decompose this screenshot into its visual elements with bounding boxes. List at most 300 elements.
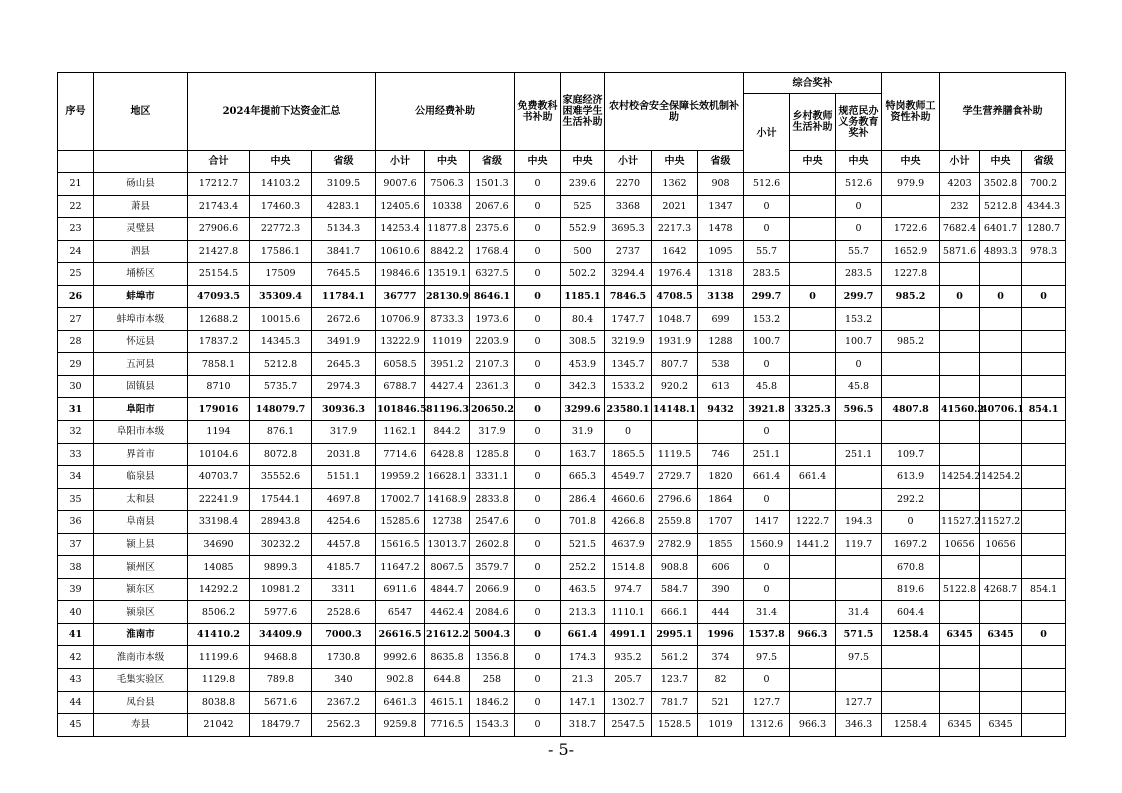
subheader-cell: 小计 <box>940 151 980 173</box>
table-cell: 5735.7 <box>250 375 312 398</box>
table-cell <box>1022 263 1066 286</box>
table-cell <box>1022 691 1066 714</box>
table-cell: 1185.1 <box>561 285 605 308</box>
table-cell: 644.8 <box>425 669 470 692</box>
table-cell <box>980 263 1022 286</box>
table-cell: 4457.8 <box>312 533 376 556</box>
row-seq: 39 <box>58 578 94 601</box>
table-cell <box>1022 330 1066 353</box>
table-cell: 3299.6 <box>561 398 605 421</box>
table-cell <box>1022 714 1066 737</box>
table-cell: 0 <box>744 556 790 579</box>
table-cell <box>790 195 836 218</box>
table-cell: 1362 <box>652 173 698 196</box>
table-cell: 10610.6 <box>376 240 425 263</box>
table-cell <box>790 443 836 466</box>
table-cell: 1501.3 <box>470 173 515 196</box>
table-cell: 25154.5 <box>188 263 250 286</box>
table-cell: 0 <box>515 556 561 579</box>
table-cell: 21.3 <box>561 669 605 692</box>
table-cell: 1417 <box>744 511 790 534</box>
table-cell: 521.5 <box>561 533 605 556</box>
table-cell: 6547 <box>376 601 425 624</box>
table-cell: 746 <box>698 443 744 466</box>
table-cell: 22772.3 <box>250 218 312 241</box>
table-cell: 1194 <box>188 421 250 444</box>
table-cell: 308.5 <box>561 330 605 353</box>
table-row <box>58 263 1066 286</box>
table-cell: 3951.2 <box>425 353 470 376</box>
table-cell: 97.5 <box>744 646 790 669</box>
table-cell: 36777 <box>376 285 425 308</box>
table-row <box>58 533 1066 556</box>
table-cell: 11877.8 <box>425 218 470 241</box>
row-seq: 38 <box>58 556 94 579</box>
table-cell: 0 <box>515 691 561 714</box>
table-cell: 1258.4 <box>882 623 940 646</box>
table-cell: 5004.3 <box>470 623 515 646</box>
table-cell: 3579.7 <box>470 556 515 579</box>
table-cell: 0 <box>744 353 790 376</box>
table-cell: 252.2 <box>561 556 605 579</box>
table-cell: 1855 <box>698 533 744 556</box>
table-cell <box>1022 669 1066 692</box>
table-cell: 10981.2 <box>250 578 312 601</box>
table-cell: 2974.3 <box>312 375 376 398</box>
table-cell <box>836 488 882 511</box>
table-cell: 97.5 <box>836 646 882 669</box>
table-cell: 153.2 <box>744 308 790 331</box>
table-cell: 1478 <box>698 218 744 241</box>
table-cell: 1865.5 <box>605 443 652 466</box>
row-region: 阜南县 <box>94 511 188 534</box>
table-cell: 966.3 <box>790 714 836 737</box>
table-cell: 1288 <box>698 330 744 353</box>
table-cell: 1258.4 <box>882 714 940 737</box>
row-region: 怀远县 <box>94 330 188 353</box>
table-cell: 0 <box>515 263 561 286</box>
table-cell: 390 <box>698 578 744 601</box>
table-cell: 153.2 <box>836 308 882 331</box>
table-cell: 6911.6 <box>376 578 425 601</box>
row-seq: 40 <box>58 601 94 624</box>
table-cell: 966.3 <box>790 623 836 646</box>
table-row <box>58 601 1066 624</box>
table-cell: 21427.8 <box>188 240 250 263</box>
table-cell: 1730.8 <box>312 646 376 669</box>
table-cell: 10656 <box>940 533 980 556</box>
table-cell: 2737 <box>605 240 652 263</box>
table-cell: 0 <box>515 398 561 421</box>
table-cell: 174.3 <box>561 646 605 669</box>
table-cell: 374 <box>698 646 744 669</box>
table-cell: 1846.2 <box>470 691 515 714</box>
table-cell: 1048.7 <box>652 308 698 331</box>
table-cell: 8506.2 <box>188 601 250 624</box>
table-row <box>58 443 1066 466</box>
table-cell: 4203 <box>940 173 980 196</box>
table-cell: 974.7 <box>605 578 652 601</box>
table-cell: 82 <box>698 669 744 692</box>
table-cell: 7846.5 <box>605 285 652 308</box>
row-region: 阜阳市本级 <box>94 421 188 444</box>
table-cell <box>790 218 836 241</box>
table-cell: 0 <box>515 353 561 376</box>
row-region: 界首市 <box>94 443 188 466</box>
table-cell: 28130.9 <box>425 285 470 308</box>
table-cell: 0 <box>515 578 561 601</box>
table-cell: 292.2 <box>882 488 940 511</box>
table-cell: 0 <box>515 285 561 308</box>
table-cell: 100.7 <box>836 330 882 353</box>
table-cell: 81196.3 <box>425 398 470 421</box>
table-cell: 781.7 <box>652 691 698 714</box>
table-cell <box>1022 375 1066 398</box>
table-cell: 521 <box>698 691 744 714</box>
row-region: 泗县 <box>94 240 188 263</box>
table-cell: 41410.2 <box>188 623 250 646</box>
table-cell: 700.2 <box>1022 173 1066 196</box>
table-cell: 19959.2 <box>376 466 425 489</box>
subheader-cell: 省级 <box>312 151 376 173</box>
row-seq: 36 <box>58 511 94 534</box>
table-cell: 665.3 <box>561 466 605 489</box>
table-cell: 4844.7 <box>425 578 470 601</box>
table-cell <box>980 375 1022 398</box>
table-cell: 12738 <box>425 511 470 534</box>
table-cell: 2602.8 <box>470 533 515 556</box>
row-region: 五河县 <box>94 353 188 376</box>
table-cell: 9992.6 <box>376 646 425 669</box>
subheader-cell: 省级 <box>698 151 744 173</box>
table-cell: 45.8 <box>836 375 882 398</box>
table-cell <box>790 173 836 196</box>
table-cell: 902.8 <box>376 669 425 692</box>
table-cell: 3138 <box>698 285 744 308</box>
table-cell: 14345.3 <box>250 330 312 353</box>
header-rural: 农村校舍安全保障长效机制补助 <box>605 73 744 151</box>
table-cell <box>940 375 980 398</box>
table-row <box>58 421 1066 444</box>
row-region: 蚌埠市 <box>94 285 188 308</box>
table-cell <box>836 466 882 489</box>
table-cell: 1543.3 <box>470 714 515 737</box>
table-cell: 1537.8 <box>744 623 790 646</box>
table-cell: 3502.8 <box>980 173 1022 196</box>
table-cell: 14292.2 <box>188 578 250 601</box>
table-cell: 2796.6 <box>652 488 698 511</box>
table-cell: 2559.8 <box>652 511 698 534</box>
table-cell: 9007.6 <box>376 173 425 196</box>
table-cell <box>1022 601 1066 624</box>
table-cell: 5212.8 <box>980 195 1022 218</box>
table-cell: 10656 <box>980 533 1022 556</box>
row-seq: 43 <box>58 669 94 692</box>
table-row <box>58 466 1066 489</box>
table-cell: 5122.8 <box>940 578 980 601</box>
table-cell: 661.4 <box>790 466 836 489</box>
table-cell: 0 <box>515 669 561 692</box>
table-cell: 908 <box>698 173 744 196</box>
table-cell: 8646.1 <box>470 285 515 308</box>
table-cell: 232 <box>940 195 980 218</box>
table-cell <box>980 308 1022 331</box>
table-cell <box>790 330 836 353</box>
table-cell: 163.7 <box>561 443 605 466</box>
subheader-row <box>58 151 1066 173</box>
table-cell <box>980 691 1022 714</box>
table-cell: 10104.6 <box>188 443 250 466</box>
subheader-cell: 中央 <box>790 151 836 173</box>
table-cell: 3325.3 <box>790 398 836 421</box>
table-cell: 31.9 <box>561 421 605 444</box>
table-cell: 10015.6 <box>250 308 312 331</box>
table-cell: 299.7 <box>744 285 790 308</box>
table-row <box>58 511 1066 534</box>
table-cell <box>940 691 980 714</box>
table-cell: 596.5 <box>836 398 882 421</box>
table-cell: 0 <box>1022 623 1066 646</box>
table-cell: 21612.2 <box>425 623 470 646</box>
table-cell: 4268.7 <box>980 578 1022 601</box>
table-cell: 512.6 <box>744 173 790 196</box>
table-cell <box>940 646 980 669</box>
table-cell: 1528.5 <box>652 714 698 737</box>
table-cell: 34690 <box>188 533 250 556</box>
table-cell: 2375.6 <box>470 218 515 241</box>
table-cell: 1302.7 <box>605 691 652 714</box>
table-cell: 0 <box>515 195 561 218</box>
row-seq: 37 <box>58 533 94 556</box>
row-region: 阜阳市 <box>94 398 188 421</box>
table-cell: 935.2 <box>605 646 652 669</box>
subheader-cell: 小计 <box>605 151 652 173</box>
header-textbook: 免费教科书补助 <box>515 73 561 151</box>
table-cell: 1162.1 <box>376 421 425 444</box>
table-cell: 604.4 <box>882 601 940 624</box>
table-cell: 2547.6 <box>470 511 515 534</box>
table-cell: 283.5 <box>744 263 790 286</box>
table-cell <box>940 421 980 444</box>
table-cell: 0 <box>836 353 882 376</box>
table-cell: 1976.4 <box>652 263 698 286</box>
table-cell: 11199.6 <box>188 646 250 669</box>
table-cell: 2645.3 <box>312 353 376 376</box>
table-cell: 23580.1 <box>605 398 652 421</box>
row-seq: 22 <box>58 195 94 218</box>
row-region: 凤台县 <box>94 691 188 714</box>
table-cell: 1318 <box>698 263 744 286</box>
table-cell: 1110.1 <box>605 601 652 624</box>
table-cell: 9259.8 <box>376 714 425 737</box>
table-cell: 1345.7 <box>605 353 652 376</box>
table-cell <box>1022 353 1066 376</box>
table-cell: 340 <box>312 669 376 692</box>
table-cell: 0 <box>836 195 882 218</box>
table-cell <box>980 601 1022 624</box>
table-cell <box>1022 308 1066 331</box>
table-cell <box>882 375 940 398</box>
row-region: 颍州区 <box>94 556 188 579</box>
table-cell: 9432 <box>698 398 744 421</box>
table-cell: 2021 <box>652 195 698 218</box>
subheader-cell: 合计 <box>188 151 250 173</box>
table-cell: 8733.3 <box>425 308 470 331</box>
table-cell: 807.7 <box>652 353 698 376</box>
table-cell <box>940 556 980 579</box>
table-cell: 453.9 <box>561 353 605 376</box>
table-cell: 2066.9 <box>470 578 515 601</box>
table-cell: 1441.2 <box>790 533 836 556</box>
table-cell <box>882 691 940 714</box>
table-cell <box>652 421 698 444</box>
table-cell: 4708.5 <box>652 285 698 308</box>
table-cell: 30232.2 <box>250 533 312 556</box>
table-row <box>58 578 1066 601</box>
table-cell: 2672.6 <box>312 308 376 331</box>
table-cell: 876.1 <box>250 421 312 444</box>
table-cell: 0 <box>515 443 561 466</box>
table-cell: 11527.2 <box>980 511 1022 534</box>
header-poor: 家庭经济困难学生生活补助 <box>561 73 605 151</box>
table-row <box>58 646 1066 669</box>
table-cell: 11647.2 <box>376 556 425 579</box>
table-cell: 920.2 <box>652 375 698 398</box>
table-cell <box>940 353 980 376</box>
table-cell: 4807.8 <box>882 398 940 421</box>
table-cell <box>790 263 836 286</box>
table-cell: 2107.3 <box>470 353 515 376</box>
table-cell: 0 <box>515 488 561 511</box>
table-cell: 0 <box>980 285 1022 308</box>
row-seq: 41 <box>58 623 94 646</box>
table-row <box>58 398 1066 421</box>
table-cell: 4615.1 <box>425 691 470 714</box>
table-cell: 3368 <box>605 195 652 218</box>
header-seq: 序号 <box>58 73 94 151</box>
table-cell: 3921.8 <box>744 398 790 421</box>
table-cell: 0 <box>1022 285 1066 308</box>
subheader-cell: 中央 <box>561 151 605 173</box>
table-cell: 7000.3 <box>312 623 376 646</box>
row-region: 蚌埠市本级 <box>94 308 188 331</box>
table-row <box>58 556 1066 579</box>
table-row <box>58 195 1066 218</box>
table-cell <box>940 308 980 331</box>
table-cell: 0 <box>515 646 561 669</box>
table-cell: 1129.8 <box>188 669 250 692</box>
table-cell: 14253.4 <box>376 218 425 241</box>
table-cell <box>940 330 980 353</box>
table-cell: 4427.4 <box>425 375 470 398</box>
table-cell: 819.6 <box>882 578 940 601</box>
table-cell: 1747.7 <box>605 308 652 331</box>
subheader-cell: 中央 <box>515 151 561 173</box>
table-cell: 5671.6 <box>250 691 312 714</box>
table-cell: 17509 <box>250 263 312 286</box>
subheader-cell: 中央 <box>882 151 940 173</box>
table-cell: 0 <box>515 533 561 556</box>
table-cell: 14254.2 <box>980 466 1022 489</box>
table-cell: 844.2 <box>425 421 470 444</box>
table-cell: 2995.1 <box>652 623 698 646</box>
table-cell: 584.7 <box>652 578 698 601</box>
table-cell: 7682.4 <box>940 218 980 241</box>
table-cell <box>882 646 940 669</box>
table-cell: 3841.7 <box>312 240 376 263</box>
table-cell: 6461.3 <box>376 691 425 714</box>
table-cell: 1356.8 <box>470 646 515 669</box>
row-seq: 23 <box>58 218 94 241</box>
row-seq: 30 <box>58 375 94 398</box>
table-cell: 41560.2 <box>940 398 980 421</box>
table-cell: 148079.7 <box>250 398 312 421</box>
row-region: 埇桥区 <box>94 263 188 286</box>
table-cell: 8072.8 <box>250 443 312 466</box>
table-cell: 2217.3 <box>652 218 698 241</box>
table-cell <box>790 240 836 263</box>
table-cell: 17837.2 <box>188 330 250 353</box>
table-cell: 1560.9 <box>744 533 790 556</box>
row-region: 毛集实验区 <box>94 669 188 692</box>
table-cell: 17544.1 <box>250 488 312 511</box>
table-cell <box>882 308 940 331</box>
table-cell: 5151.1 <box>312 466 376 489</box>
table-cell: 127.7 <box>744 691 790 714</box>
table-cell: 6345 <box>980 623 1022 646</box>
table-cell: 7858.1 <box>188 353 250 376</box>
row-seq: 32 <box>58 421 94 444</box>
table-cell: 500 <box>561 240 605 263</box>
table-cell <box>940 263 980 286</box>
table-cell <box>1022 443 1066 466</box>
table-cell: 525 <box>561 195 605 218</box>
table-cell: 55.7 <box>744 240 790 263</box>
table-cell: 1019 <box>698 714 744 737</box>
table-row <box>58 218 1066 241</box>
table-cell: 1820 <box>698 466 744 489</box>
table-cell: 979.9 <box>882 173 940 196</box>
table-cell: 11527.2 <box>940 511 980 534</box>
table-cell <box>1022 488 1066 511</box>
table-row <box>58 308 1066 331</box>
table-cell: 3109.5 <box>312 173 376 196</box>
table-cell: 0 <box>515 308 561 331</box>
table-cell: 35309.4 <box>250 285 312 308</box>
table-row <box>58 240 1066 263</box>
table-cell: 17586.1 <box>250 240 312 263</box>
table-cell <box>980 330 1022 353</box>
table-cell: 4283.1 <box>312 195 376 218</box>
subheader-cell: 中央 <box>836 151 882 173</box>
table-cell: 3294.4 <box>605 263 652 286</box>
table-row <box>58 173 1066 196</box>
subheader-cell: 省级 <box>470 151 515 173</box>
table-cell: 6788.7 <box>376 375 425 398</box>
table-cell <box>836 556 882 579</box>
table-cell: 789.8 <box>250 669 312 692</box>
table-cell: 985.2 <box>882 330 940 353</box>
table-cell <box>980 646 1022 669</box>
table-cell: 1227.8 <box>882 263 940 286</box>
row-seq: 35 <box>58 488 94 511</box>
table-cell: 552.9 <box>561 218 605 241</box>
table-cell <box>790 421 836 444</box>
table-row <box>58 353 1066 376</box>
table-cell: 205.7 <box>605 669 652 692</box>
header-award-private: 规范民办义务教育奖补 <box>836 94 882 151</box>
row-region: 颍上县 <box>94 533 188 556</box>
